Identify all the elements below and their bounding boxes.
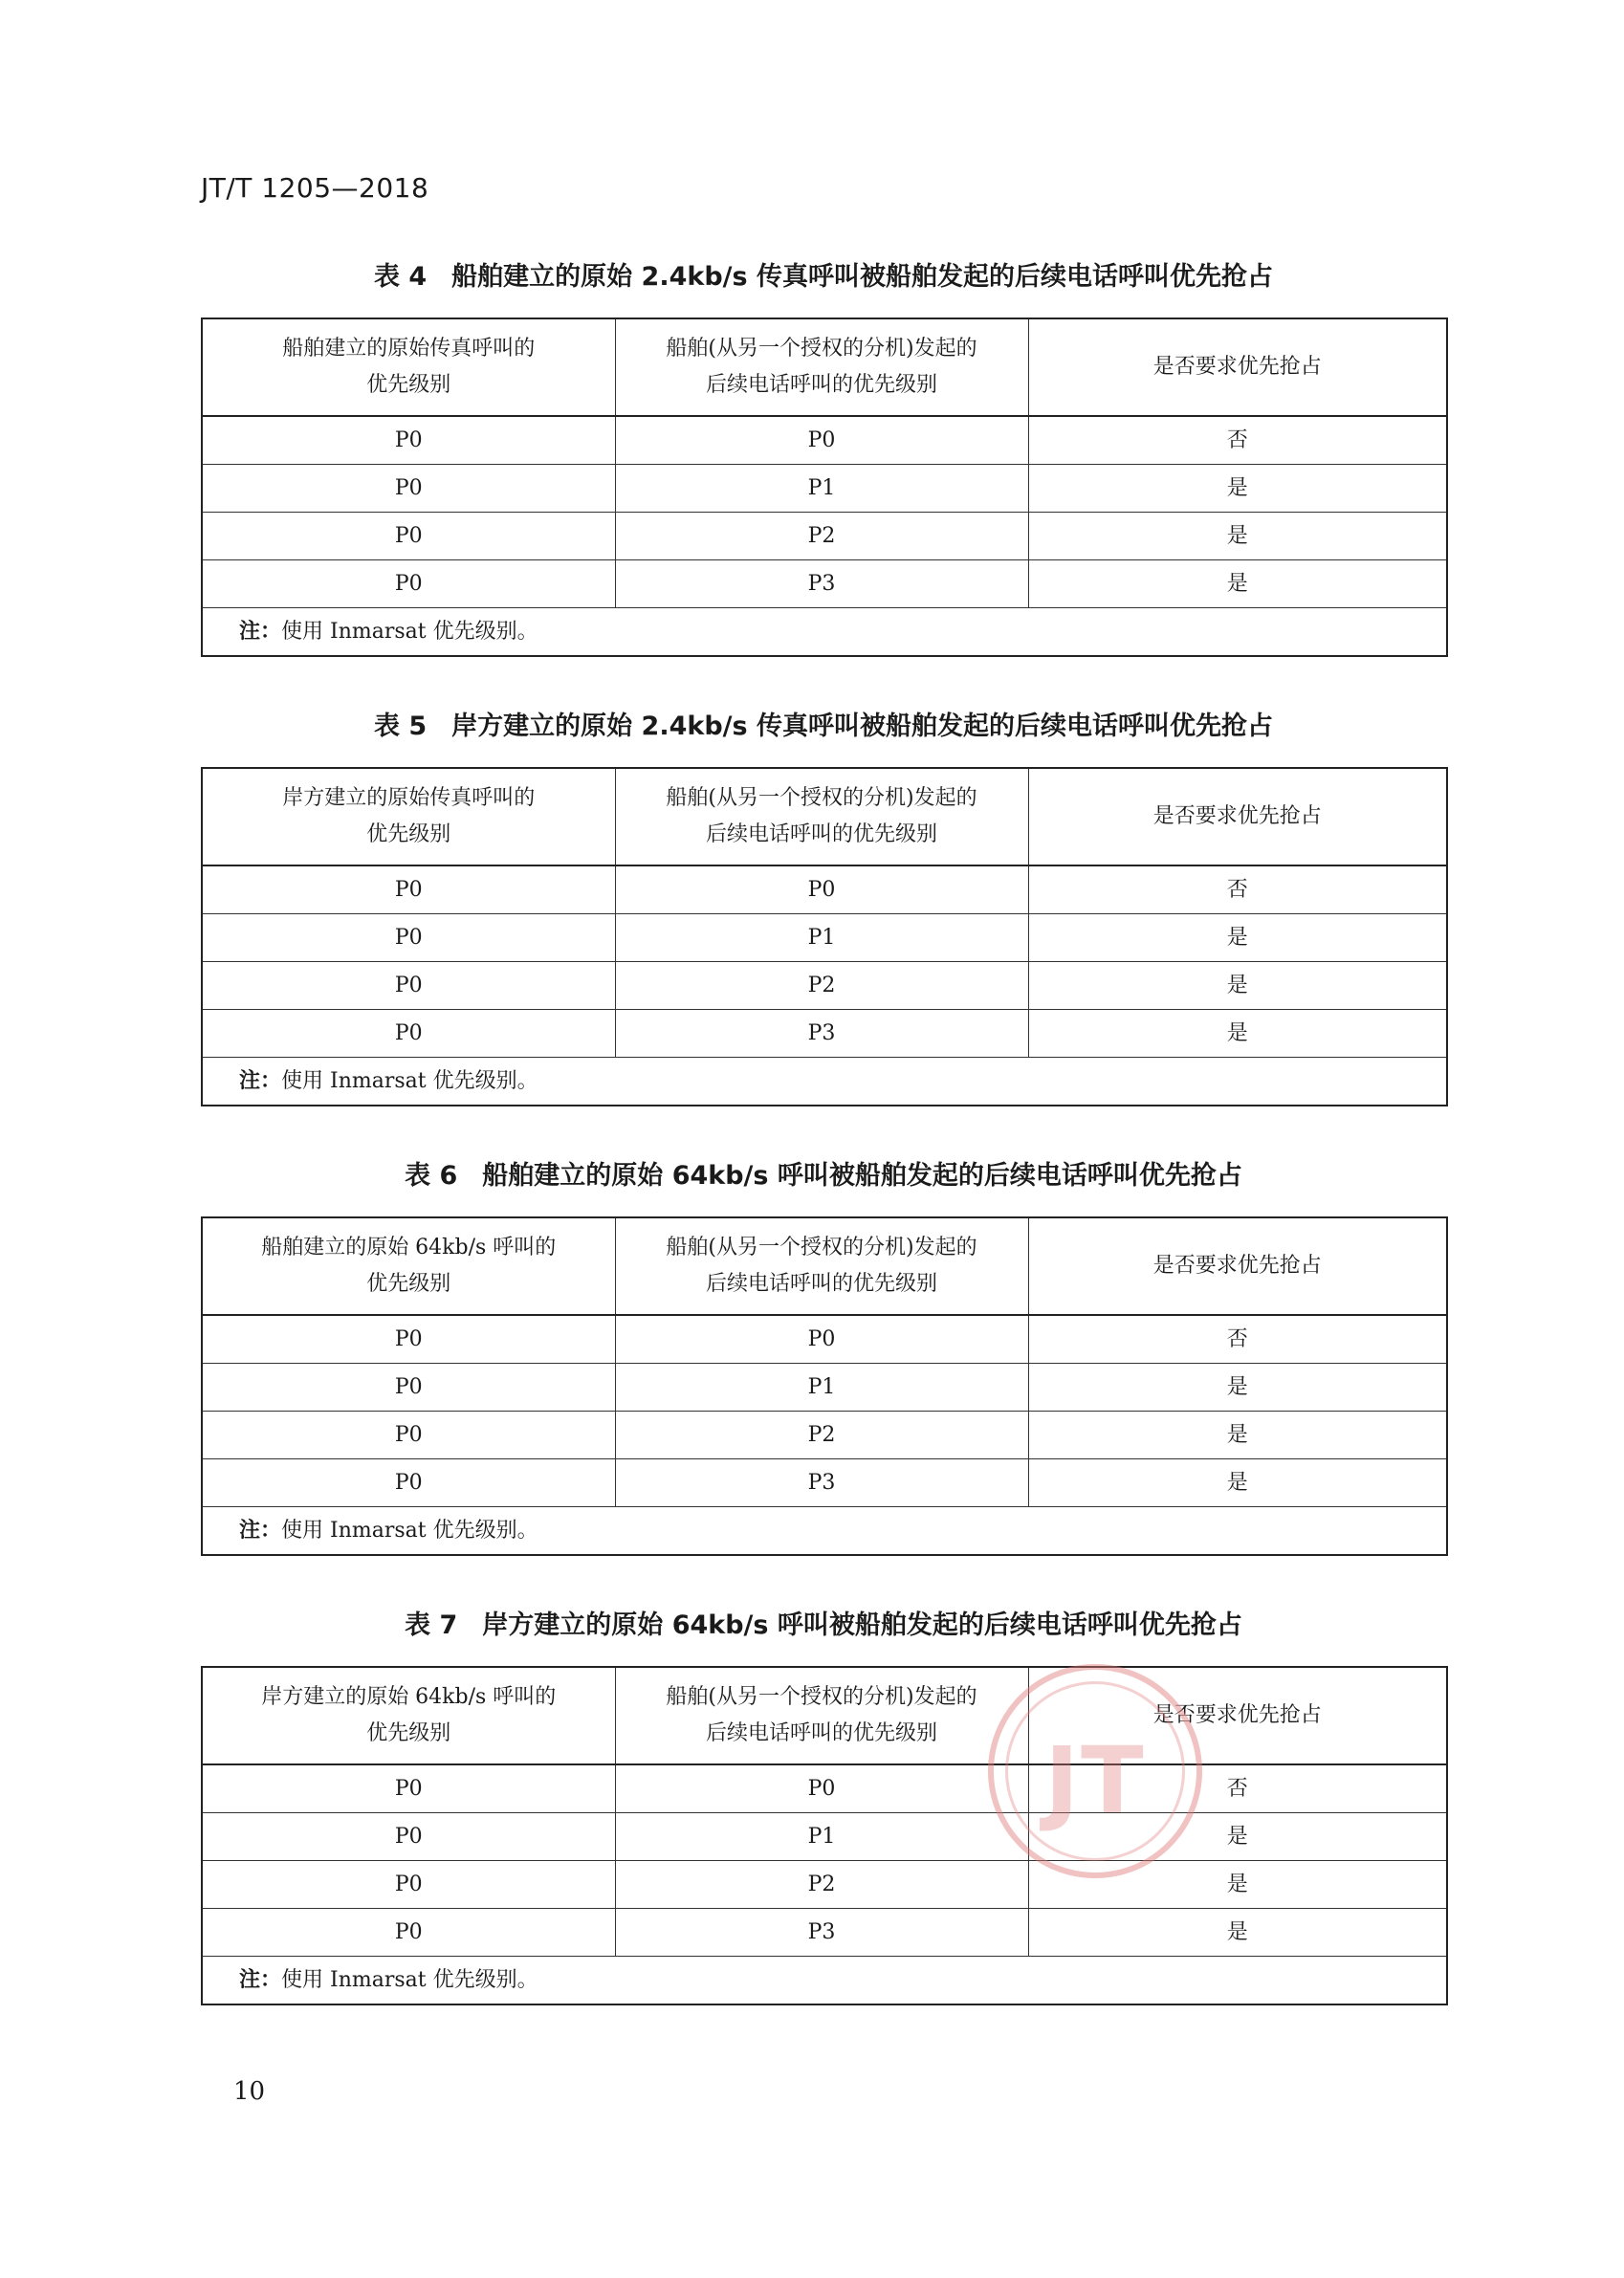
table-note (202, 1957, 1447, 2005)
table-header-row (202, 768, 1447, 865)
table-cell: P0 (202, 1412, 615, 1459)
table-row (202, 1364, 1447, 1412)
table-caption (201, 1155, 1446, 1197)
note-label: 注： (239, 619, 282, 644)
table-row (202, 1412, 1447, 1459)
table-cell: P1 (615, 1813, 1028, 1861)
jt-stamp-watermark: JT (988, 1664, 1202, 1878)
table-note-row (202, 608, 1447, 657)
table-cell: P3 (615, 1909, 1028, 1957)
table-cell: 是 (1028, 1459, 1447, 1507)
table-section (201, 706, 1446, 1106)
table-number: 表 7 (405, 1610, 458, 1640)
table-caption (201, 706, 1446, 748)
table-cell: 是 (1028, 465, 1447, 513)
table-note (202, 1058, 1447, 1106)
table-cell: P0 (202, 416, 615, 465)
column-header: 船舶建立的原始传真呼叫的 优先级别 (202, 318, 615, 416)
column-header: 船舶(从另一个授权的分机)发起的 后续电话呼叫的优先级别 (615, 1217, 1028, 1315)
note-text: 使用 Inmarsat 优先级别。 (281, 1068, 538, 1093)
table-cell: P0 (202, 962, 615, 1010)
document-header: JT/T 1205—2018 (201, 172, 429, 204)
table-row (202, 1813, 1447, 1861)
table-note-row (202, 1507, 1447, 1556)
table-number: 表 4 (373, 262, 428, 292)
table-cell: 是 (1028, 1861, 1447, 1909)
table-cell: P0 (615, 416, 1028, 465)
table-row (202, 465, 1447, 513)
table-cell: P0 (202, 465, 615, 513)
column-header: 船舶(从另一个授权的分机)发起的 后续电话呼叫的优先级别 (615, 318, 1028, 416)
table-title: 船舶建立的原始 64kb/s 呼叫被船舶发起的后续电话呼叫优先抢占 (482, 1161, 1242, 1191)
table-cell: P1 (615, 1364, 1028, 1412)
table-cell: P0 (202, 1364, 615, 1412)
table-cell: P0 (202, 560, 615, 608)
column-header: 是否要求优先抢占 (1028, 318, 1447, 416)
table-header-row (202, 318, 1447, 416)
priority-table (201, 767, 1448, 1106)
table-cell: P0 (202, 1861, 615, 1909)
table-cell: P3 (615, 1459, 1028, 1507)
table-cell: 是 (1028, 1813, 1447, 1861)
table-row (202, 513, 1447, 560)
table-note (202, 1507, 1447, 1556)
column-header: 岸方建立的原始 64kb/s 呼叫的 优先级别 (202, 1667, 615, 1764)
table-header-row (202, 1217, 1447, 1315)
table-cell: P0 (202, 1315, 615, 1364)
note-text: 使用 Inmarsat 优先级别。 (281, 1967, 538, 1992)
table-row (202, 560, 1447, 608)
column-header: 船舶(从另一个授权的分机)发起的 后续电话呼叫的优先级别 (615, 768, 1028, 865)
table-row (202, 1010, 1447, 1058)
table-row (202, 1315, 1447, 1364)
table-note (202, 608, 1447, 657)
table-caption (201, 256, 1446, 298)
table-cell: 是 (1028, 513, 1447, 560)
table-cell: P2 (615, 1412, 1028, 1459)
note-label: 注： (239, 1068, 282, 1093)
table-cell: 否 (1028, 1764, 1447, 1813)
column-header: 船舶建立的原始 64kb/s 呼叫的 优先级别 (202, 1217, 615, 1315)
table-cell: 否 (1028, 1315, 1447, 1364)
table-cell: 是 (1028, 1364, 1447, 1412)
table-cell: 是 (1028, 1909, 1447, 1957)
table-section (201, 1605, 1446, 2005)
table-cell: 是 (1028, 914, 1447, 962)
table-row (202, 962, 1447, 1010)
table-note-row (202, 1957, 1447, 2005)
table-cell: P2 (615, 513, 1028, 560)
table-section (201, 1155, 1446, 1556)
table-cell: 是 (1028, 560, 1447, 608)
table-cell: P0 (202, 1909, 615, 1957)
table-cell: P0 (202, 1459, 615, 1507)
note-text: 使用 Inmarsat 优先级别。 (281, 1518, 538, 1543)
table-cell: P1 (615, 914, 1028, 962)
table-cell: P3 (615, 1010, 1028, 1058)
page-number: 10 (233, 2077, 266, 2106)
table-row (202, 416, 1447, 465)
table-note-row (202, 1058, 1447, 1106)
table-cell: P0 (202, 1010, 615, 1058)
table-title: 岸方建立的原始 64kb/s 呼叫被船舶发起的后续电话呼叫优先抢占 (482, 1610, 1242, 1640)
table-cell: P0 (615, 1315, 1028, 1364)
table-row (202, 1459, 1447, 1507)
note-label: 注： (239, 1518, 282, 1543)
table-cell: P0 (202, 1764, 615, 1813)
table-cell: 否 (1028, 416, 1447, 465)
table-cell: 是 (1028, 962, 1447, 1010)
table-cell: P2 (615, 962, 1028, 1010)
table-header-row (202, 1667, 1447, 1764)
table-section (201, 256, 1446, 657)
table-cell: P0 (202, 865, 615, 914)
table-title: 船舶建立的原始 2.4kb/s 传真呼叫被船舶发起的后续电话呼叫优先抢占 (451, 262, 1274, 292)
column-header: 是否要求优先抢占 (1028, 1667, 1447, 1764)
table-cell: 是 (1028, 1412, 1447, 1459)
table-caption (201, 1605, 1446, 1647)
column-header: 是否要求优先抢占 (1028, 768, 1447, 865)
table-number: 表 6 (405, 1161, 458, 1191)
table-cell: P2 (615, 1861, 1028, 1909)
note-text: 使用 Inmarsat 优先级别。 (281, 619, 538, 644)
table-cell: P0 (202, 1813, 615, 1861)
table-row (202, 1909, 1447, 1957)
priority-table (201, 318, 1448, 657)
table-cell: P0 (615, 1764, 1028, 1813)
note-label: 注： (239, 1967, 282, 1992)
table-cell: P3 (615, 560, 1028, 608)
column-header: 岸方建立的原始传真呼叫的 优先级别 (202, 768, 615, 865)
table-cell: P0 (202, 914, 615, 962)
table-cell: P1 (615, 465, 1028, 513)
table-cell: P0 (615, 865, 1028, 914)
table-row (202, 865, 1447, 914)
table-row (202, 1861, 1447, 1909)
table-title: 岸方建立的原始 2.4kb/s 传真呼叫被船舶发起的后续电话呼叫优先抢占 (451, 712, 1274, 741)
priority-table (201, 1666, 1448, 2005)
table-cell: 是 (1028, 1010, 1447, 1058)
table-cell: 否 (1028, 865, 1447, 914)
table-row (202, 1764, 1447, 1813)
priority-table (201, 1216, 1448, 1556)
table-number: 表 5 (373, 712, 428, 741)
column-header: 是否要求优先抢占 (1028, 1217, 1447, 1315)
table-cell: P0 (202, 513, 615, 560)
column-header: 船舶(从另一个授权的分机)发起的 后续电话呼叫的优先级别 (615, 1667, 1028, 1764)
table-row (202, 914, 1447, 962)
